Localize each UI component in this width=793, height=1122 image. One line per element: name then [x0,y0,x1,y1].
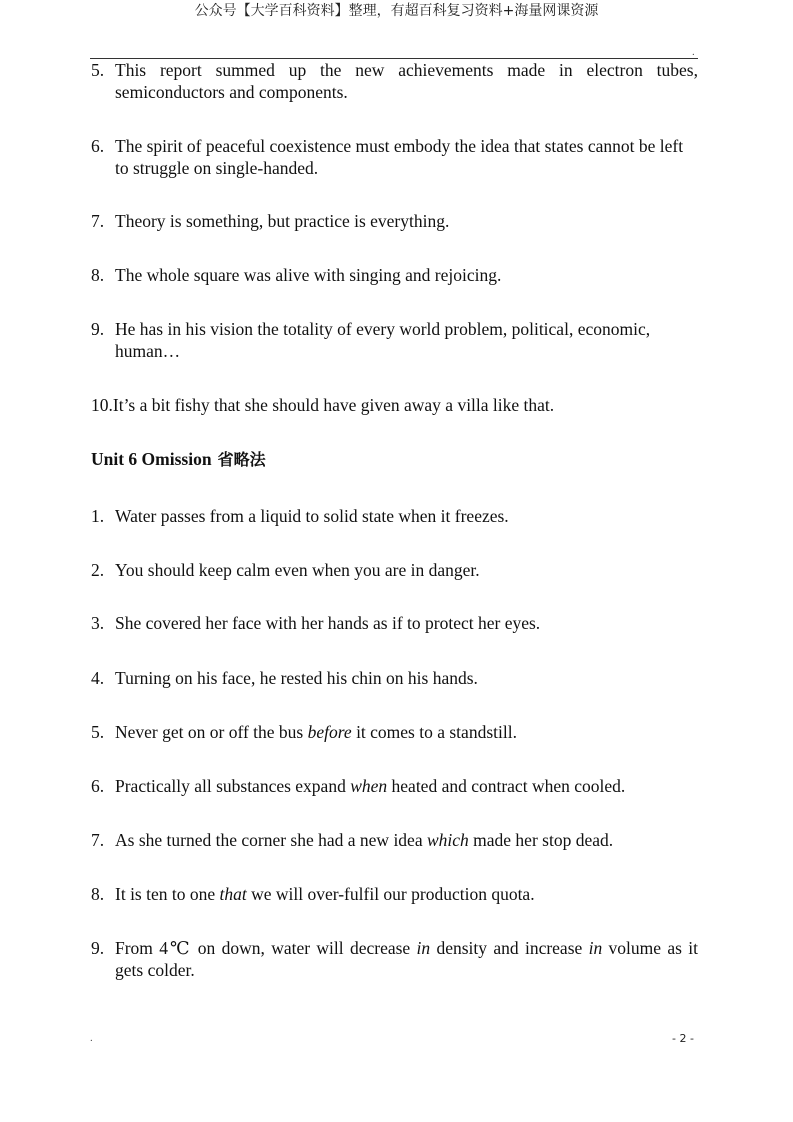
section-title-cn: 省略法 [217,450,266,469]
item-emphasis: when [350,776,388,796]
item-number: 9. [91,319,105,339]
item-number: 9. [91,938,105,958]
item-number: 7. [91,830,105,850]
item-number: 6. [91,136,105,156]
item-text: She covered her face with her hands as if to protect her eyes. [115,613,541,633]
item-text: This report summed up the new achievements made in electron tubes, semiconductors and components. [115,60,698,102]
list-item [91,775,698,797]
list-item [91,559,698,581]
item-emphasis: that [219,884,247,904]
item-number: 5. [91,60,105,80]
item-text: He has in his vision the totality of every world problem, political, economic, human… [115,319,651,361]
item-number: 10. [91,395,113,415]
item-text-post: volume as it gets colder. [115,938,699,980]
item-number: 1. [91,506,105,526]
item-number: 6. [91,776,105,796]
list-item [91,667,698,689]
item-number: 2. [91,560,105,580]
item-text-post: it comes to a standstill. [351,722,517,742]
item-text-pre: From 4℃ on down, water will decrease [115,938,417,958]
list-item [91,505,698,527]
list-item [91,937,698,981]
item-text-post: made her stop dead. [468,830,614,850]
item-emphasis: in [416,938,431,958]
item-number: 5. [91,722,105,742]
list-item [91,135,698,179]
item-text: It’s a bit fishy that she should have given away a villa like that. [112,395,555,415]
item-text: You should keep calm even when you are in danger. [115,560,480,580]
item-text: The whole square was alive with singing and rejoicing. [115,265,502,285]
list-item [91,264,698,286]
item-text-post: heated and contract when cooled. [387,776,626,796]
item-number: 7. [91,211,105,231]
item-text-pre: Practically all substances expand [115,776,351,796]
item-text: Theory is something, but practice is everything. [115,211,450,231]
list-item [91,394,698,416]
header-dot: . [692,46,695,58]
item-text-post: we will over-fulfil our production quota. [246,884,535,904]
item-number: 8. [91,265,105,285]
section-heading [91,448,266,471]
page-number: - 2 - [672,1032,694,1045]
item-number: 8. [91,884,105,904]
item-text-pre: As she turned the corner she had a new idea [115,830,427,850]
list-item [91,721,698,743]
footer-dot: . [90,1032,93,1044]
item-emphasis: before [307,722,352,742]
item-text: The spirit of peaceful coexistence must embody the idea that states cannot be left to struggle on single-handed. [115,136,684,178]
item-text-pre: It is ten to one [115,884,220,904]
top-banner: 公众号【大学百科资料】整理，有超百科复习资料+海量网课资源 [194,3,599,19]
item-text-pre: Never get on or off the bus [115,722,308,742]
list-item [91,59,698,103]
item-emphasis: in [588,938,603,958]
list-item [91,210,698,232]
item-text: Water passes from a liquid to solid state when it freezes. [115,506,509,526]
item-number: 4. [91,668,105,688]
list-item [91,883,698,905]
item-emphasis: which [426,830,469,850]
list-item [91,318,698,362]
item-number: 3. [91,613,105,633]
list-item [91,612,698,634]
item-text-mid: density and increase [430,938,589,958]
item-text: Turning on his face, he rested his chin on his hands. [115,668,478,688]
list-item [91,829,698,851]
section-title: Unit 6 Omission [91,449,212,469]
